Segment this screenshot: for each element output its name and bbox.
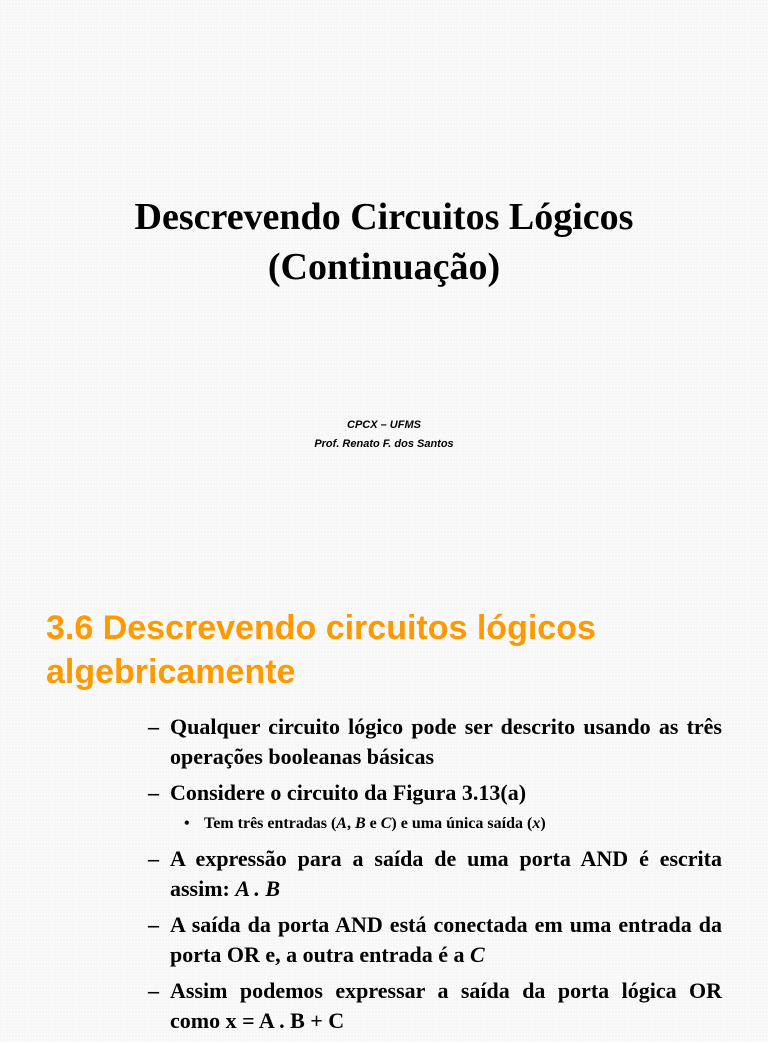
slide-title-line-2: (Continuação)	[267, 246, 501, 288]
bullet-text: Considere o circuito da Figura 3.13(a)	[170, 780, 527, 805]
variable-c: C	[470, 942, 485, 967]
bullet-text: A expressão para a saída de uma porta AND é escrita assim:	[170, 846, 722, 901]
section-heading-line-1: 3.6 Descrevendo circuitos lógicos	[46, 609, 596, 647]
variable-b: B	[354, 815, 366, 832]
sub-bullet-text: Tem três entradas (	[204, 815, 337, 832]
sub-bullet-text: ,	[346, 815, 355, 832]
bullet-item	[148, 976, 722, 1036]
section-heading-line-2: algebricamente	[46, 653, 296, 691]
bullet-item	[148, 712, 722, 772]
institution-text: CPCX – UFMS	[347, 419, 421, 431]
slide-credits	[0, 416, 768, 454]
variable-a: A	[336, 815, 347, 832]
bullet-text: A saída da porta AND está conectada em uma entrada da porta OR e, a outra entrada é a	[170, 912, 722, 967]
bullet-list	[148, 712, 722, 1042]
and-expression: A . B	[235, 876, 281, 901]
bullet-text: Assim podemos expressar a saída da porta lógica OR como x = A . B + C	[170, 978, 722, 1033]
content-slide	[0, 560, 768, 1033]
professor-text: Prof. Renato F. dos Santos	[314, 438, 454, 450]
bullet-item	[148, 910, 722, 970]
sub-bullet-text: ) e uma única saída (	[391, 815, 533, 832]
slide-title-line-1: Descrevendo Circuitos Lógicos	[134, 196, 634, 238]
sub-bullet-text: e	[365, 815, 381, 832]
section-heading	[46, 606, 746, 694]
variable-x: x	[532, 815, 541, 832]
bullet-text: Qualquer circuito lógico pode ser descrito usando as três operações booleanas básicas	[170, 714, 722, 769]
sub-bullet-text: )	[540, 815, 546, 832]
variable-c: C	[380, 815, 392, 832]
slide-title	[0, 192, 768, 292]
bullet-item	[148, 844, 722, 904]
bullet-item	[148, 778, 722, 808]
sub-bullet-item	[148, 812, 722, 836]
